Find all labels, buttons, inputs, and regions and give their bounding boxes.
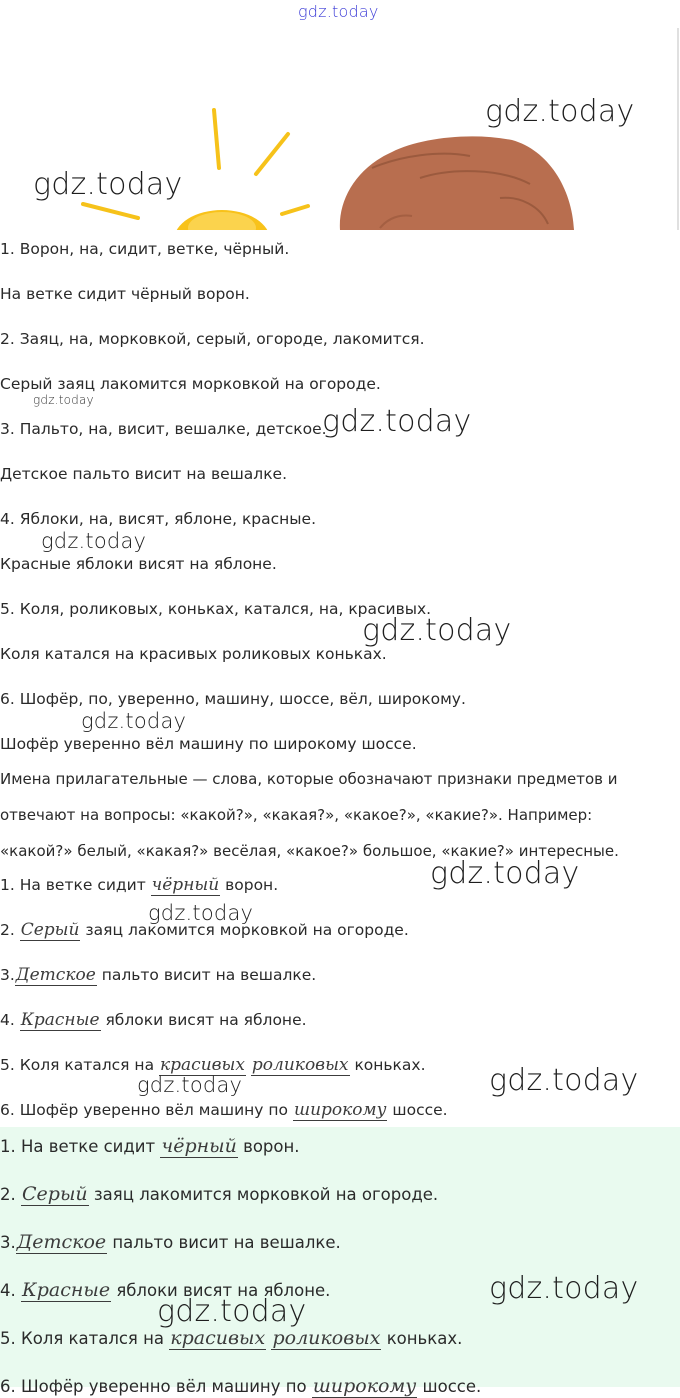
rule-line: отвечают на вопросы: «какой?», «какая?», «какое?», «какие?». Например: (0, 806, 593, 824)
adjective-underlined: красивых (160, 1055, 245, 1075)
rule-line: Имена прилагательные — слова, которые обозначают признаки предметов и (0, 770, 618, 788)
exercise-line: 6. Шофёр, по, уверенно, машину, шоссе, вёл, широкому. (0, 690, 466, 708)
exercise-line: 3. Пальто, на, висит, вешалке, детское. (0, 420, 327, 438)
watermark: gdz.today (81, 709, 187, 733)
adjective-underlined: чёрный (161, 1135, 237, 1157)
watermark: gdz.today (322, 404, 472, 439)
watermark: gdz.today (137, 1073, 243, 1097)
adjective-underlined: Серый (22, 1183, 88, 1205)
adjective-underlined: роликовых (272, 1327, 381, 1349)
watermark: gdz.today (41, 529, 147, 553)
watermark-top: gdz.today (298, 2, 379, 21)
answer-line (0, 1010, 307, 1030)
watermark: gdz.today (485, 94, 635, 129)
answer-text: заяц лакомится морковкой на огороде. (88, 1185, 439, 1204)
answer-text: ворон. (237, 1137, 300, 1156)
exercise-line: 5. Коля, роликовых, коньках, катался, на, красивых. (0, 600, 432, 618)
exercise-line: Серый заяц лакомится морковкой на огороде. (0, 375, 381, 393)
answer-text: 1. На ветке сидит (0, 1137, 161, 1156)
answer-text: заяц лакомится морковкой на огороде. (80, 921, 409, 939)
answer-line (0, 1055, 426, 1075)
watermark: gdz.today (33, 393, 94, 407)
answer-text: 5. Коля катался на (0, 1329, 170, 1348)
answer-line (0, 1232, 341, 1253)
answer-text: коньках. (381, 1329, 463, 1348)
watermark: gdz.today (148, 901, 254, 925)
answer-line (0, 1328, 462, 1349)
adjective-underlined: Серый (20, 920, 80, 940)
answer-line (0, 1136, 300, 1157)
exercise-line: 2. Заяц, на, морковкой, серый, огороде, лакомится. (0, 330, 425, 348)
hero-divider (677, 28, 679, 230)
answer-text: 2. (0, 921, 20, 939)
answer-text: яблоки висят на яблоне. (111, 1281, 331, 1300)
answer-text: 5. Коля катался на (0, 1056, 159, 1074)
answer-text: пальто висит на вешалке. (96, 966, 317, 984)
answer-text: 4. (0, 1281, 21, 1300)
adjective-underlined: Красные (20, 1010, 100, 1030)
answer-text: 6. Шофёр уверенно вёл машину по (0, 1101, 293, 1119)
exercise-line: Коля катался на красивых роликовых коньках. (0, 645, 387, 663)
answer-line (0, 965, 316, 985)
rule-line: «какой?» белый, «какая?» весёлая, «какое?» большое, «какие?» интересные. (0, 842, 619, 860)
answer-text: 6. Шофёр уверенно вёл машину по (0, 1377, 312, 1396)
adjective-underlined: Красные (22, 1279, 111, 1301)
answer-text: коньках. (349, 1056, 426, 1074)
adjective-underlined: широкому (293, 1100, 387, 1120)
exercise-line: Красные яблоки висят на яблоне. (0, 555, 277, 573)
answer-line (0, 1100, 448, 1120)
answer-text: 3. (0, 966, 15, 984)
answer-text: ворон. (220, 876, 279, 894)
answer-text: пальто висит на вешалке. (107, 1233, 341, 1252)
answer-text: 3. (0, 1233, 16, 1252)
watermark: gdz.today (489, 1063, 639, 1098)
answer-text: 1. На ветке сидит (0, 876, 151, 894)
watermark: gdz.today (362, 613, 512, 648)
watermark: gdz.today (157, 1294, 307, 1329)
exercise-line: Шофёр уверенно вёл машину по широкому шоссе. (0, 735, 417, 753)
watermark: gdz.today (33, 167, 183, 202)
answer-line (0, 1184, 438, 1205)
answer-highlight-block (0, 1127, 680, 1397)
adjective-underlined: широкому (312, 1375, 417, 1397)
exercise-line: 4. Яблоки, на, висят, яблоне, красные. (0, 510, 317, 528)
answer-text: яблоки висят на яблоне. (100, 1011, 307, 1029)
adjective-underlined: роликовых (251, 1055, 349, 1075)
watermark: gdz.today (430, 856, 580, 891)
hair-icon (340, 136, 574, 230)
answer-text: шоссе. (387, 1101, 448, 1119)
adjective-underlined: Детское (15, 965, 96, 985)
watermark: gdz.today (489, 1271, 639, 1306)
exercise-line: На ветке сидит чёрный ворон. (0, 285, 250, 303)
adjective-underlined: Детское (16, 1231, 107, 1253)
exercise-line: 1. Ворон, на, сидит, ветке, чёрный. (0, 240, 290, 258)
answer-text: шоссе. (417, 1377, 482, 1396)
answer-text: 4. (0, 1011, 20, 1029)
exercise-line: Детское пальто висит на вешалке. (0, 465, 288, 483)
answer-line (0, 875, 278, 895)
answer-text: 2. (0, 1185, 21, 1204)
adjective-underlined: красивых (170, 1327, 266, 1349)
adjective-underlined: чёрный (151, 875, 220, 895)
